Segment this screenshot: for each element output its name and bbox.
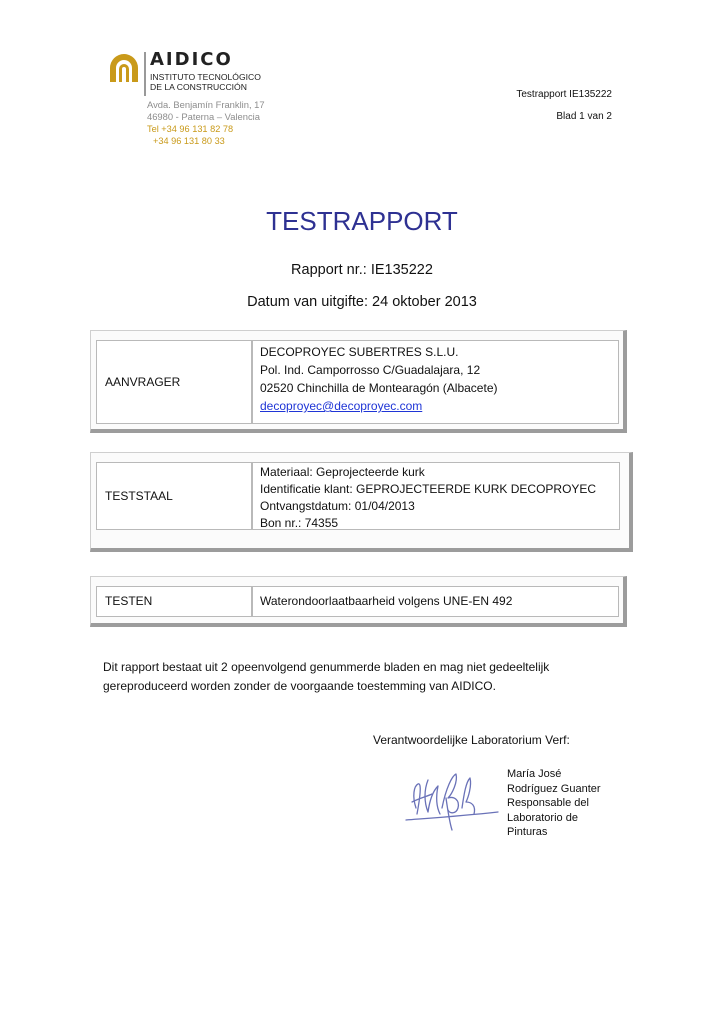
applicant-street: Pol. Ind. Camporrosso C/Guadalajara, 12 <box>260 363 481 377</box>
tests-box <box>90 576 627 627</box>
applicant-label: AANVRAGER <box>105 375 181 389</box>
page-title: TESTRAPPORT <box>266 206 458 236</box>
handwritten-signature <box>402 768 502 834</box>
applicant-details-cell <box>252 340 619 424</box>
report-reference: Testrapport IE135222 <box>516 89 612 100</box>
tests-value: Waterondoorlaatbaarheid volgens UNE-EN 492 <box>260 594 513 608</box>
logo-subtitle-line1: INSTITUTO TECNOLÓGICO <box>150 72 261 82</box>
tests-value-cell <box>252 586 619 617</box>
sample-box <box>90 452 633 552</box>
signer-role-line3: Pinturas <box>507 826 548 838</box>
signer-surname: Rodríguez Guanter <box>507 782 601 795</box>
sample-client-id: Identificatie klant: GEPROJECTEERDE KURK DECOPROYEC <box>260 482 597 496</box>
page-info: Blad 1 van 2 <box>556 111 612 122</box>
address-line2: 46980 - Paterna – Valencia <box>147 111 260 122</box>
applicant-company: DECOPROYEC SUBERTRES S.L.U. <box>260 345 459 359</box>
aidico-arch-icon <box>108 54 140 82</box>
sample-details-cell <box>252 462 620 530</box>
signer-first-name: María José <box>507 768 562 780</box>
signer-role-line1: Responsable del <box>507 797 589 809</box>
sample-material: Materiaal: Geprojecteerde kurk <box>260 465 425 479</box>
phone-2: +34 96 131 80 33 <box>153 136 225 146</box>
sample-label: TESTSTAAL <box>105 489 173 503</box>
sample-voucher-number: Bon nr.: 74355 <box>260 516 339 530</box>
applicant-label-cell <box>96 340 252 424</box>
sample-received-date: Ontvangstdatum: 01/04/2013 <box>260 499 415 513</box>
aidico-logo <box>108 49 278 102</box>
applicant-city: 02520 Chinchilla de Montearagón (Albacete) <box>260 381 498 395</box>
notice-line2: gereproduceerd worden zonder de voorgaande toestemming van AIDICO. <box>103 679 496 693</box>
issue-date: Datum van uitgifte: 24 oktober 2013 <box>247 294 477 310</box>
signer-block <box>507 767 601 840</box>
sample-label-cell <box>96 462 252 530</box>
notice-line1: Dit rapport bestaat uit 2 opeenvolgend genummerde bladen en mag niet gedeeltelijk <box>103 660 550 674</box>
applicant-box <box>90 330 627 433</box>
logo-brand-text: AIDICO <box>150 49 233 70</box>
tests-label: TESTEN <box>105 594 153 608</box>
logo-subtitle-line2: DE LA CONSTRUCCIÓN <box>150 82 247 92</box>
logo-divider <box>144 52 146 96</box>
signer-role-line2: Laboratorio de <box>507 811 578 824</box>
applicant-email-link[interactable]: decoproyec@decoproyec.com <box>260 399 423 413</box>
phone-1: Tel +34 96 131 82 78 <box>147 124 234 134</box>
signature-heading: Verantwoordelijke Laboratorium Verf: <box>373 733 570 747</box>
tests-label-cell <box>96 586 252 617</box>
address-line1: Avda. Benjamín Franklin, 17 <box>147 99 265 110</box>
report-number: Rapport nr.: IE135222 <box>291 262 433 278</box>
